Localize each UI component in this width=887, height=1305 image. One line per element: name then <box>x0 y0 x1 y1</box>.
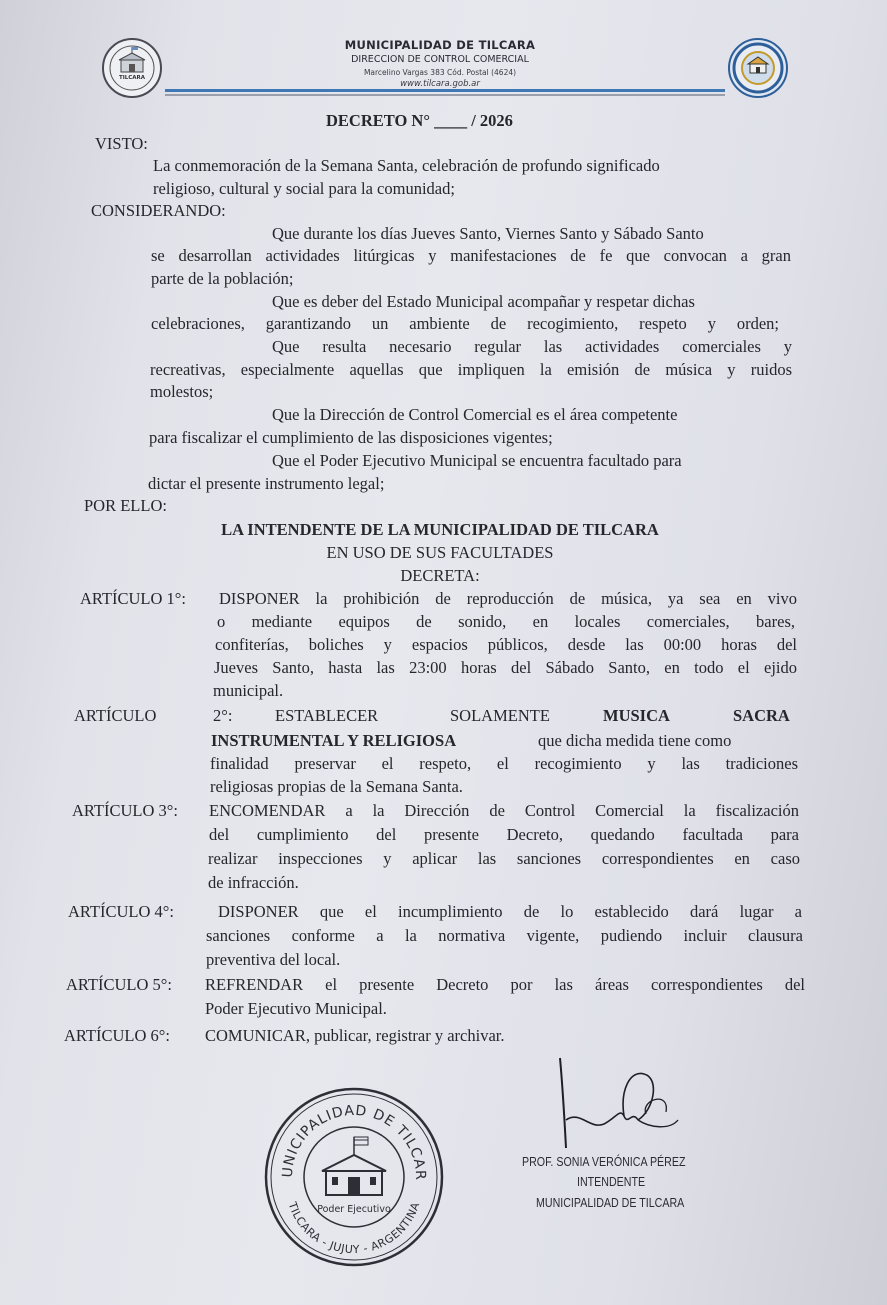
article-1-label: ARTÍCULO 1°: <box>80 589 186 608</box>
header-divider-blue <box>165 89 725 92</box>
article-4-line-2: sanciones conforme a la normativa vigente, pudiendo incluir clausura <box>206 926 803 945</box>
signatory-name: PROF. SONIA VERÓNICA PÉREZ <box>522 1154 686 1169</box>
article-2-line-2-rest: que dicha medida tiene como <box>538 731 732 750</box>
considerando-line-5: celebraciones, garantizando un ambiente de recogimiento, respeto y orden; <box>151 314 779 333</box>
article-2-line-3: finalidad preservar el respeto, el recogimiento y las tradiciones <box>210 754 798 773</box>
stamp-top-text: UNICIPALIDAD DE TILCAR <box>279 1102 429 1181</box>
article-4-label: ARTÍCULO 4°: <box>68 902 174 921</box>
signatory-organization: MUNICIPALIDAD DE TILCARA <box>536 1195 685 1210</box>
considerando-line-1: Que durante los días Jueves Santo, Viernes Santo y Sábado Santo <box>272 224 704 243</box>
article-1-line-3: confiterías, boliches y espacios públicos, desde las 00:00 horas del <box>215 635 797 654</box>
header-title: MUNICIPALIDAD DE TILCARA <box>344 38 536 52</box>
article-1-line-2: o mediante equipos de sonido, en locales comerciales, bares, <box>217 612 795 631</box>
article-3-line-3: realizar inspecciones y aplicar las sanciones correspondientes en caso <box>208 849 800 868</box>
article-2-number: 2°: <box>213 706 233 725</box>
considerando-heading: CONSIDERANDO: <box>91 201 226 220</box>
article-6-label: ARTÍCULO 6°: <box>64 1026 170 1045</box>
article-2-word: SOLAMENTE <box>450 706 550 725</box>
article-1-line-1: DISPONER la prohibición de reproducción de música, ya sea en vivo <box>219 589 797 608</box>
stamp-center-text: Poder Ejecutivo <box>317 1204 391 1215</box>
considerando-line-4: Que es deber del Estado Municipal acompañar y respetar dichas <box>272 292 695 311</box>
authority-line-2: EN USO DE SUS FACULTADES <box>326 543 554 562</box>
official-stamp <box>262 1085 446 1269</box>
article-3-line-1: ENCOMENDAR a la Dirección de Control Comercial la fiscalización <box>209 801 799 820</box>
article-4-line-1: DISPONER que el incumplimiento de lo establecido dará lugar a <box>218 902 802 921</box>
visto-heading: VISTO: <box>95 134 148 153</box>
considerando-line-2: se desarrollan actividades litúrgicas y manifestaciones de fe que convocan a gran <box>151 246 791 265</box>
considerando-line-10: para fiscalizar el cumplimiento de las disposiciones vigentes; <box>149 428 553 447</box>
considerando-line-6: Que resulta necesario regular las actividades comerciales y <box>272 337 792 356</box>
header-divider-grey <box>165 94 725 96</box>
considerando-line-9: Que la Dirección de Control Comercial es el área competente <box>272 405 678 424</box>
article-3-line-2: del cumplimiento del presente Decreto, quedando facultada para <box>209 825 799 844</box>
building-icon <box>104 40 160 96</box>
article-1-line-5: municipal. <box>213 681 284 700</box>
commerce-emblem-icon <box>730 40 786 96</box>
article-2-bold-2: SACRA <box>733 706 790 725</box>
handwritten-signature-icon <box>520 1050 760 1150</box>
signature-block <box>520 1050 760 1210</box>
article-1-line-4: Jueves Santo, hasta las 23:00 horas del Sábado Santo, en todo el ejido <box>214 658 797 677</box>
article-3-line-4: de infracción. <box>208 873 299 892</box>
article-5-label: ARTÍCULO 5°: <box>66 975 172 994</box>
header-website: www.tilcara.gob.ar <box>400 79 480 89</box>
considerando-line-7: recreativas, especialmente aquellas que impliquen la emisión de música y ruidos <box>150 360 792 379</box>
article-3-label: ARTÍCULO 3°: <box>72 801 178 820</box>
article-5-line-1: REFRENDAR el presente Decreto por las áreas correspondientes del <box>205 975 805 994</box>
stamp-bottom-text: TILCARA - JUJUY - ARGENTINA <box>285 1200 423 1257</box>
header-subtitle: DIRECCION DE CONTROL COMERCIAL <box>351 54 529 65</box>
article-2-label: ARTÍCULO <box>74 706 157 725</box>
signatory-role: INTENDENTE <box>577 1174 646 1189</box>
left-logo-caption: TILCARA <box>118 75 146 81</box>
direction-logo <box>728 38 788 98</box>
article-6-line-1: COMUNICAR, publicar, registrar y archivar. <box>205 1026 505 1045</box>
visto-line-2: religioso, cultural y social para la comunidad; <box>153 179 455 198</box>
article-2-lead: ESTABLECER <box>275 706 379 725</box>
decree-title: DECRETO N° ____ / 2026 <box>326 111 513 130</box>
authority-line-3: DECRETA: <box>400 566 480 585</box>
considerando-line-8: molestos; <box>150 382 214 401</box>
article-2-bold-3: INSTRUMENTAL Y RELIGIOSA <box>211 731 457 750</box>
por-ello-heading: POR ELLO: <box>84 496 167 515</box>
municipal-seal-logo <box>102 38 162 98</box>
considerando-line-3: parte de la población; <box>151 269 294 288</box>
article-5-line-2: Poder Ejecutivo Municipal. <box>205 999 387 1018</box>
considerando-line-11: Que el Poder Ejecutivo Municipal se encuentra facultado para <box>272 451 682 470</box>
article-2-bold-1: MUSICA <box>603 706 670 725</box>
considerando-line-12: dictar el presente instrumento legal; <box>148 474 385 493</box>
visto-line-1: La conmemoración de la Semana Santa, celebración de profundo significado <box>153 156 660 175</box>
article-4-line-3: preventiva del local. <box>206 950 341 969</box>
authority-line-1: LA INTENDENTE DE LA MUNICIPALIDAD DE TILCARA <box>221 520 659 539</box>
header-address: Marcelino Vargas 383 Cód. Postal (4624) <box>363 68 517 77</box>
stamp-seal-icon <box>262 1085 446 1269</box>
article-2-line-4: religiosas propias de la Semana Santa. <box>210 777 463 796</box>
